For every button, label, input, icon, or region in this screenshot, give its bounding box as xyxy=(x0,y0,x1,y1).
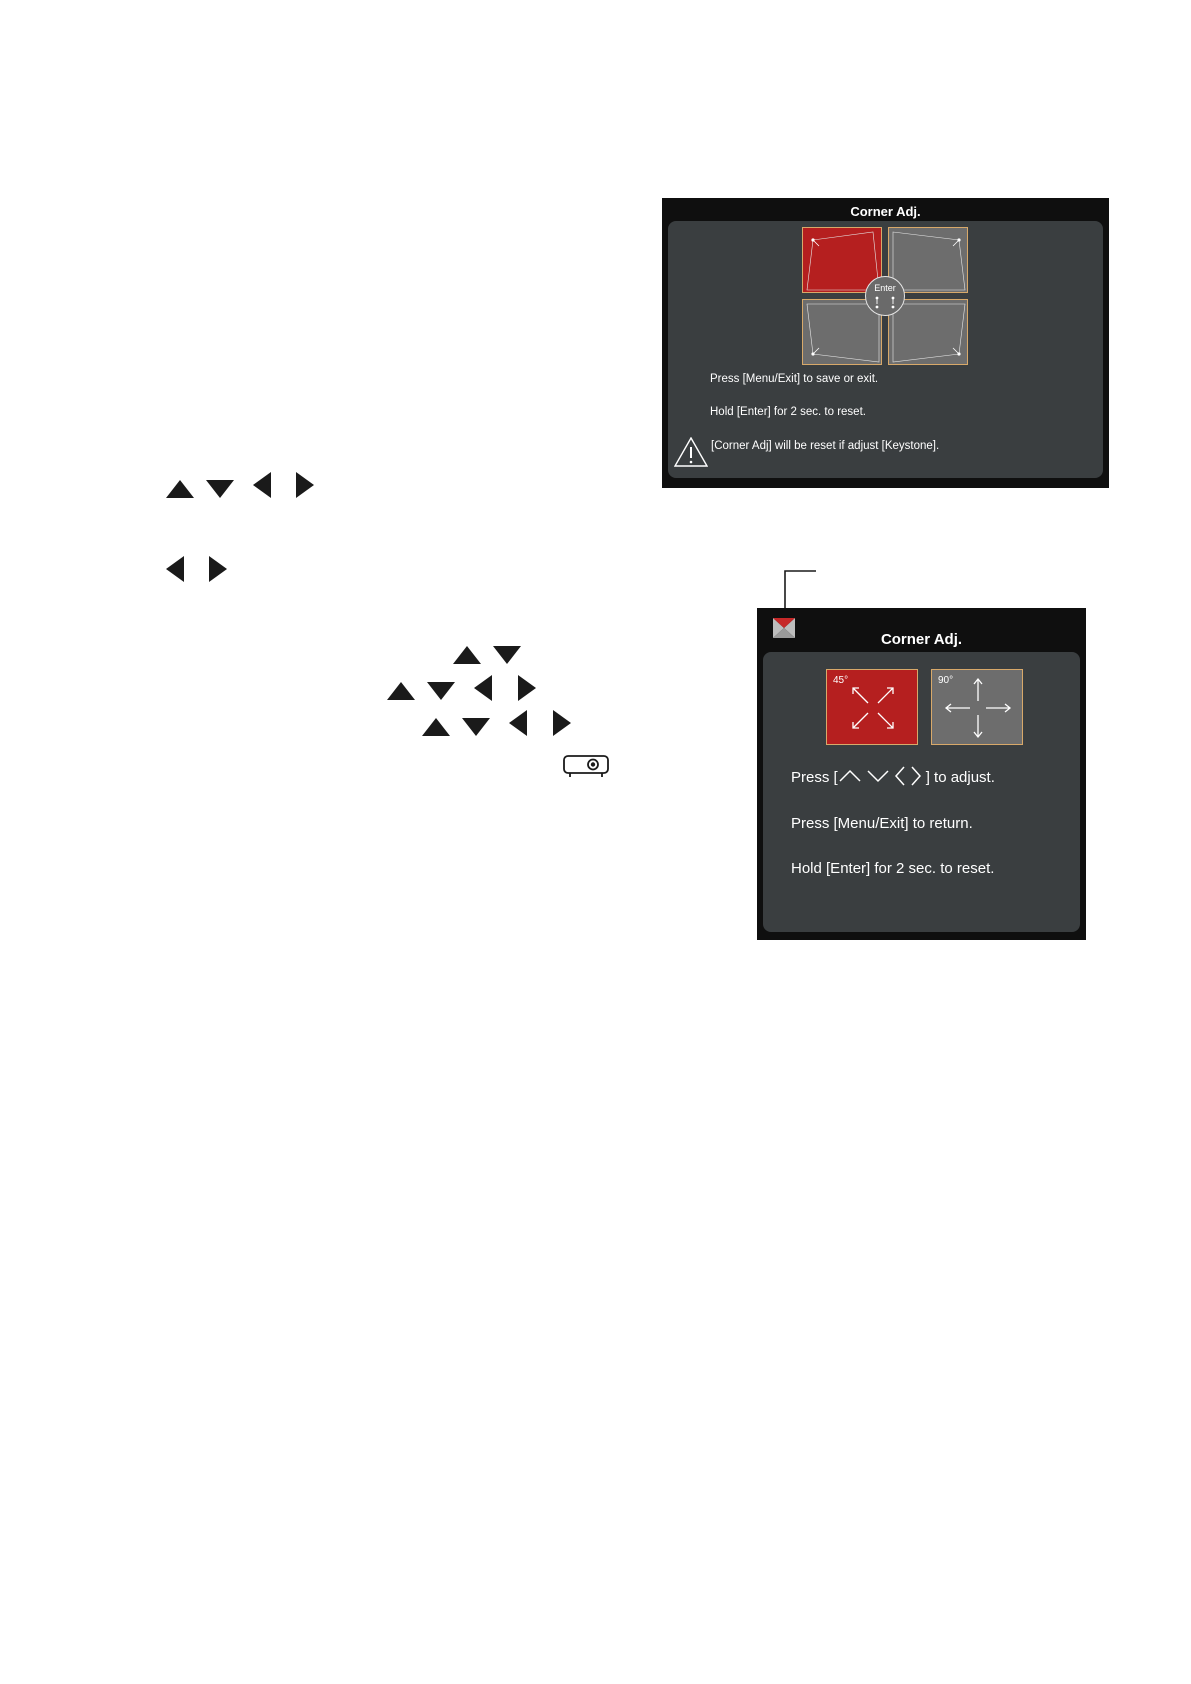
direction-arrows-icon xyxy=(838,765,926,787)
up-triangle-icon xyxy=(453,646,481,664)
reset-hint: Hold [Enter] for 2 sec. to reset. xyxy=(791,860,995,877)
down-triangle-icon xyxy=(427,682,455,700)
right-triangle-icon xyxy=(209,556,227,582)
osd-title: Corner Adj. xyxy=(850,204,921,219)
osd-panel xyxy=(763,652,1080,932)
adjust-hint xyxy=(791,765,995,787)
warning-icon xyxy=(674,437,708,467)
right-triangle-icon xyxy=(296,472,314,498)
down-triangle-icon xyxy=(462,718,490,736)
cross-arrows-icon xyxy=(932,670,1024,746)
osd-title: Corner Adj. xyxy=(880,631,963,648)
projector-icon xyxy=(563,754,609,778)
enter-label: Enter xyxy=(874,283,896,293)
up-triangle-icon xyxy=(387,682,415,700)
corner-adj-adjust-screen xyxy=(757,608,1086,940)
diagonal-arrows-icon xyxy=(827,670,919,746)
mode-45-label: 45° xyxy=(833,675,849,686)
up-triangle-icon xyxy=(166,480,194,498)
left-triangle-icon xyxy=(253,472,271,498)
return-hint: Press [Menu/Exit] to return. xyxy=(791,815,973,832)
mode-90-button[interactable] xyxy=(931,669,1023,745)
down-triangle-icon xyxy=(493,646,521,664)
right-triangle-icon xyxy=(553,710,571,736)
save-exit-hint: Press [Menu/Exit] to save or exit. xyxy=(710,373,879,385)
mode-90-label: 90° xyxy=(938,675,954,686)
corner-arrows-icon xyxy=(865,276,905,316)
mode-45-button[interactable] xyxy=(826,669,918,745)
up-triangle-icon xyxy=(422,718,450,736)
right-triangle-icon xyxy=(518,675,536,701)
enter-button[interactable] xyxy=(865,276,905,316)
osd-panel xyxy=(668,221,1103,478)
adjust-hint-suffix: ] to adjust. xyxy=(925,769,995,786)
left-triangle-icon xyxy=(474,675,492,701)
reset-hint: Hold [Enter] for 2 sec. to reset. xyxy=(710,406,866,418)
adjust-hint-prefix: Press [ xyxy=(791,769,838,786)
down-triangle-icon xyxy=(206,480,234,498)
keystone-warning: [Corner Adj] will be reset if adjust [Keystone]. xyxy=(711,440,940,452)
left-triangle-icon xyxy=(509,710,527,736)
left-triangle-icon xyxy=(166,556,184,582)
corner-adj-select-screen xyxy=(662,198,1109,488)
